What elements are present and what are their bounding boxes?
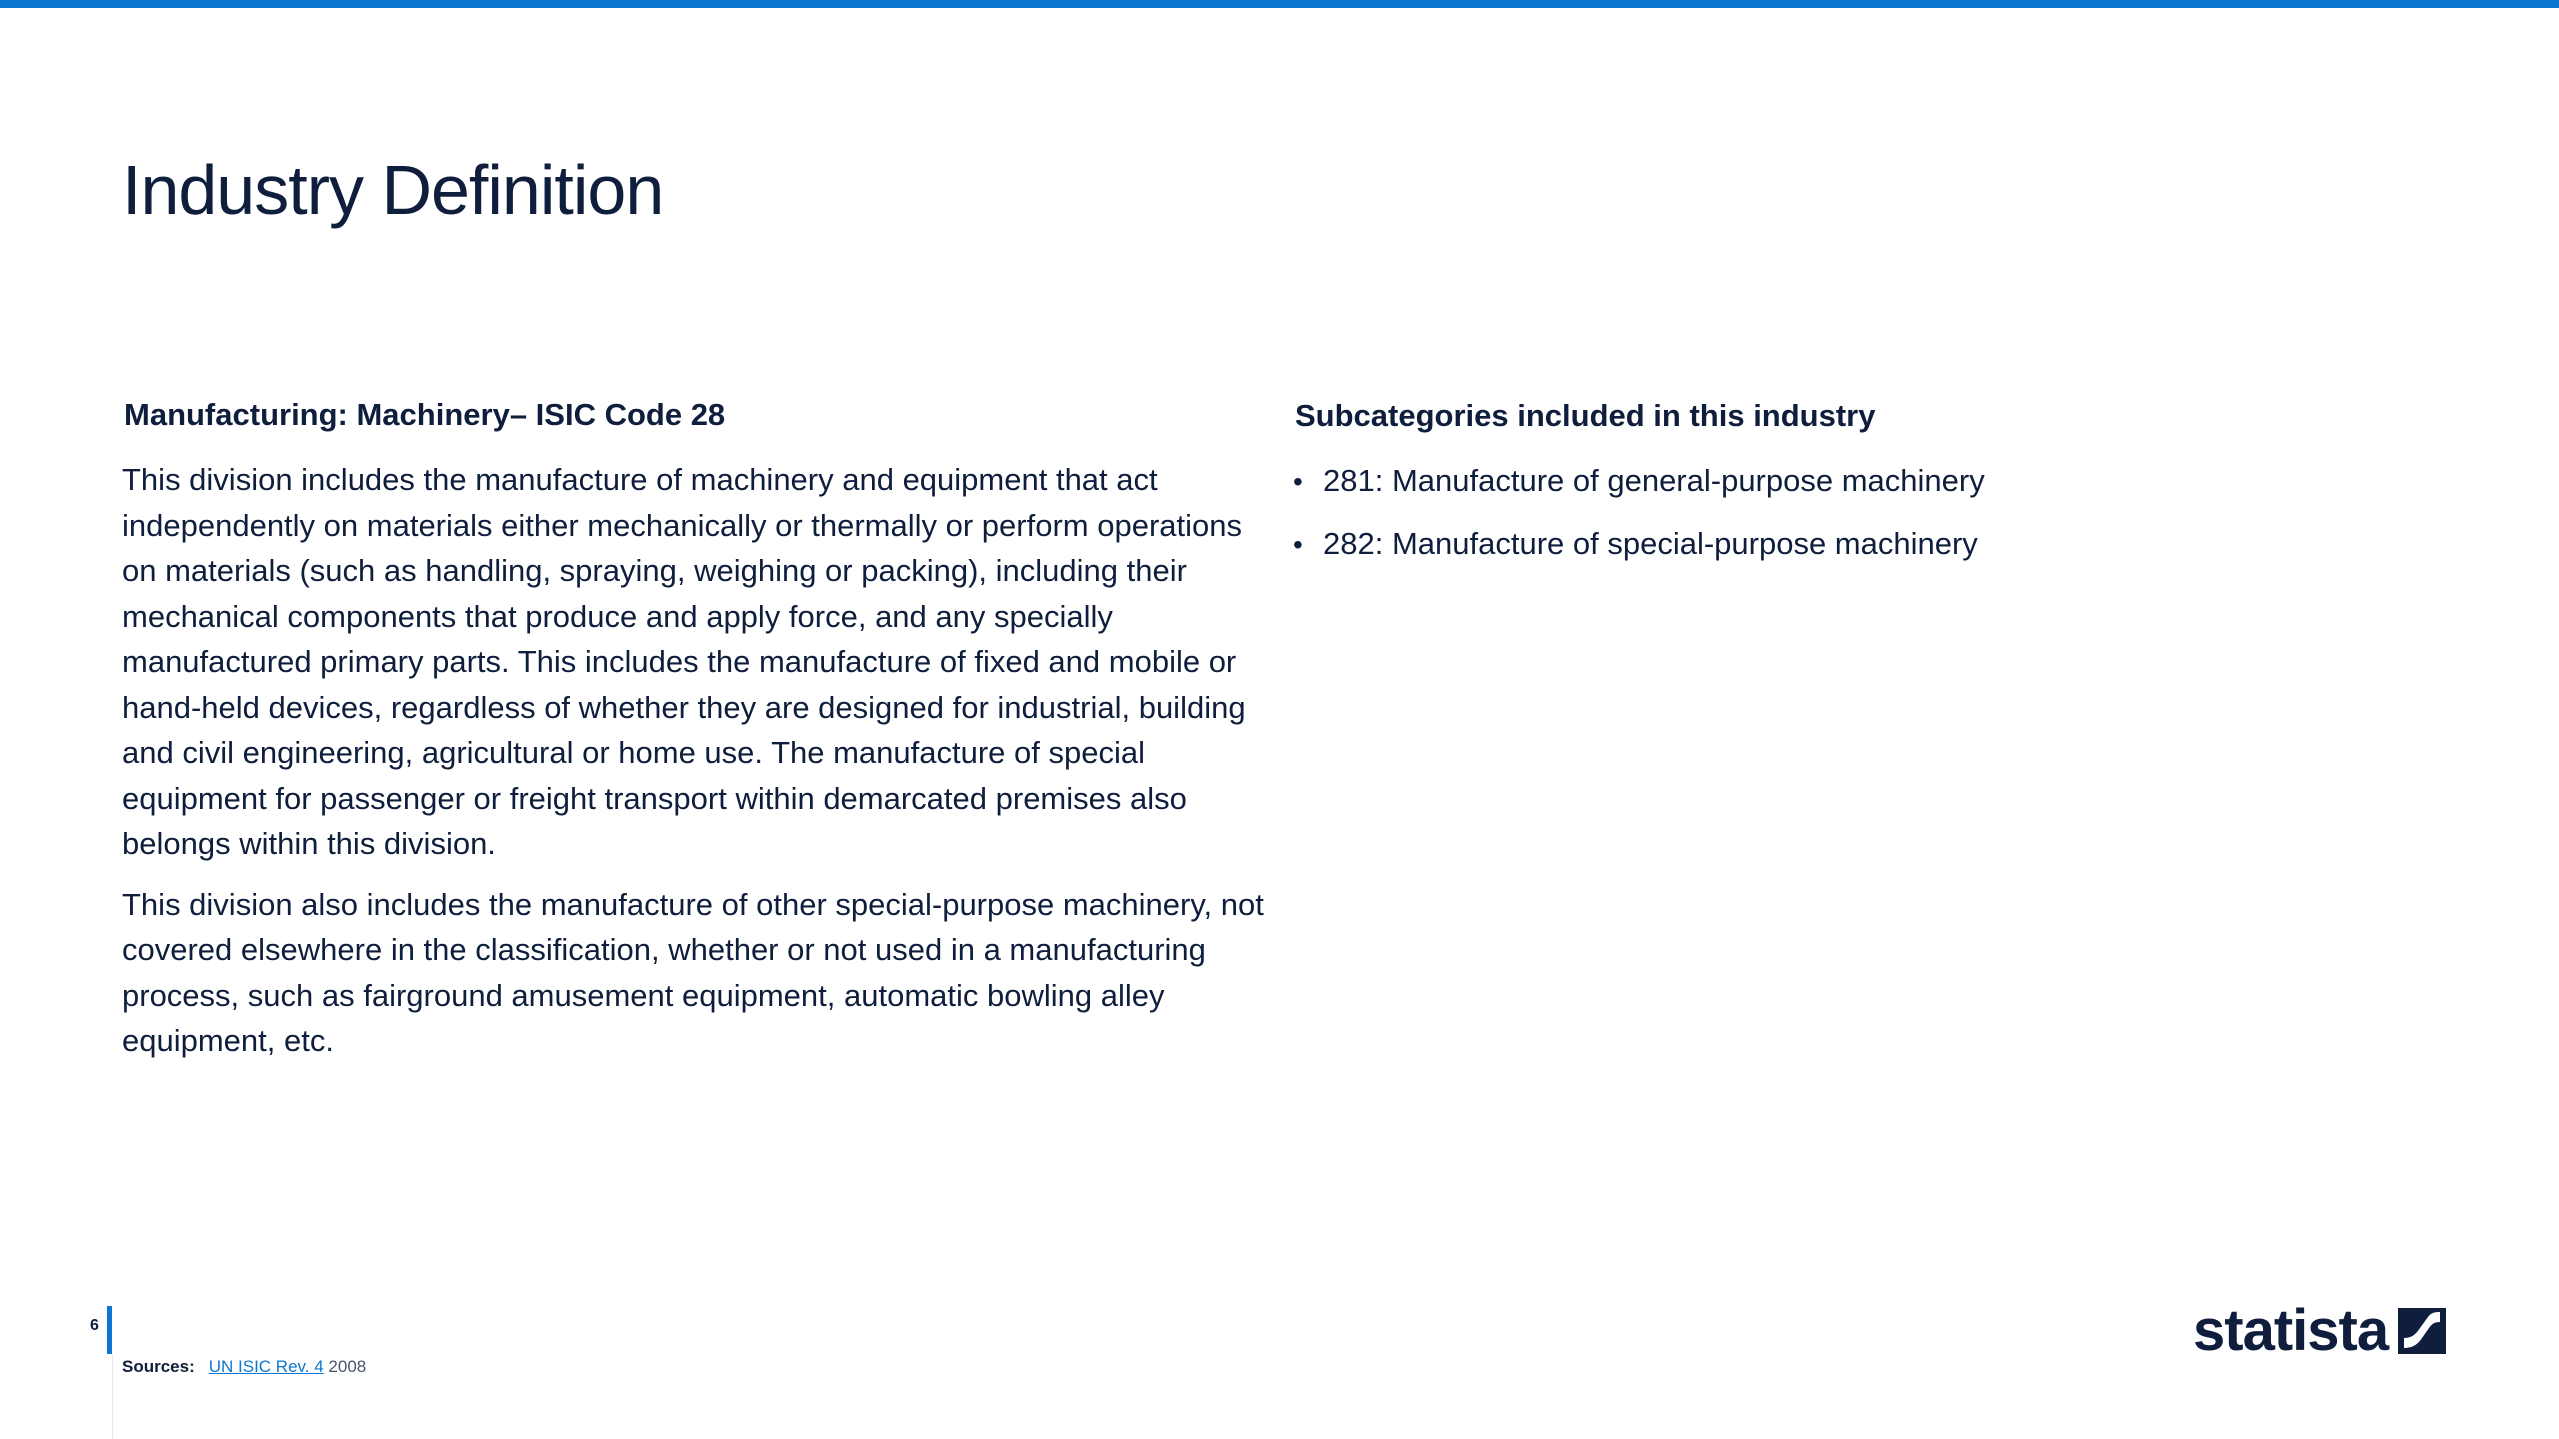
source-year: 2008 bbox=[323, 1357, 367, 1376]
definition-paragraph: This division also includes the manufacture of other special-purpose machinery, not covered elsewhere in the classification, whether or not used in a manufacturing process, such as fairground amusement equipment, automatic bowling alley equipment, etc. bbox=[122, 886, 1264, 1059]
top-accent-bar bbox=[0, 0, 2559, 8]
logo-text: statista bbox=[2193, 1298, 2389, 1363]
sources-line bbox=[122, 1357, 366, 1377]
source-link[interactable]: UN ISIC Rev. 4 bbox=[208, 1357, 324, 1376]
list-item-label: 281: Manufacture of general-purpose machinery bbox=[1323, 463, 1985, 499]
list-item-label: 282: Manufacture of special-purpose machinery bbox=[1323, 526, 1978, 562]
page-number: 6 bbox=[90, 1317, 99, 1334]
definition-paragraph: This division includes the manufacture of machinery and equipment that act independently on materials either mechanically or thermally or perform operations on materials (such as handling, spraying, weighing or packing), including their mechanical components that produce and apply force, and any specially manufactured primary parts. This includes the manufacture of fixed and mobile or hand-held devices, regardless of whether they are designed for industrial, building and civil engineering, agricultural or home use. The manufacture of special equipment for passenger or freight transport within demarcated premises also belongs within this division. bbox=[122, 462, 1246, 862]
statista-logo bbox=[2193, 1298, 2446, 1363]
subcategories-list bbox=[1293, 458, 2193, 567]
page-title: Industry Definition bbox=[122, 151, 664, 229]
definition-heading: Manufacturing: Machinery– ISIC Code 28 bbox=[124, 397, 726, 432]
list-item bbox=[1293, 458, 2193, 504]
subcategories-column bbox=[1293, 396, 2193, 584]
bullet-icon: • bbox=[1293, 466, 1303, 498]
footer-accent-line bbox=[107, 1306, 112, 1354]
sources-label: Sources: bbox=[122, 1357, 195, 1376]
definition-column bbox=[122, 395, 1267, 1079]
list-item bbox=[1293, 521, 2193, 567]
bullet-icon: • bbox=[1293, 529, 1303, 561]
footer-divider bbox=[112, 1354, 113, 1439]
subcategories-heading: Subcategories included in this industry bbox=[1295, 398, 1876, 433]
statista-logo-icon bbox=[2398, 1308, 2446, 1354]
